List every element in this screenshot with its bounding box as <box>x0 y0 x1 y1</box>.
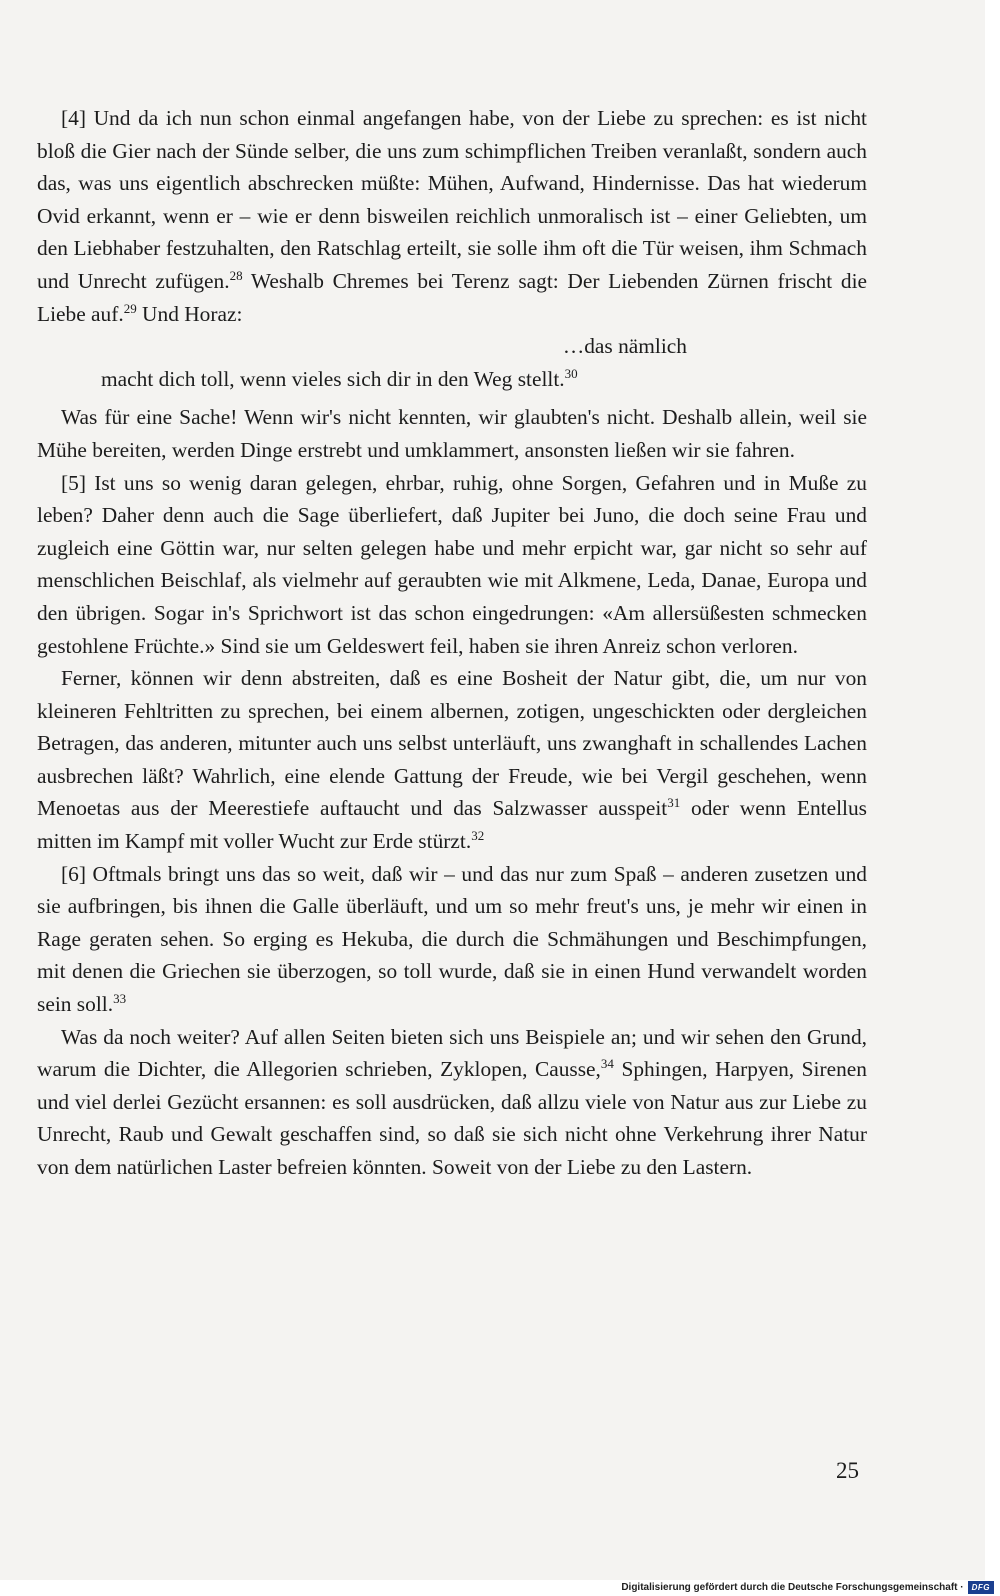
paragraph-text: Ferner, können wir denn abstreiten, daß es eine Bosheit der Natur gibt, die, um nur von kleineren Fehltritten zu sprechen, bei einem albernen, zotigen, ungeschickten oder dergleichen Betragen, das anderen, mitunter auch uns selbst unterläuft, uns zwanghaft in schallendes Lachen ausbrechen läßt? Wahrlich, eine elende Gattung der Freude, wie bei Vergil geschehen, wenn Menoetas aus der Meerestiefe auftaucht und das Salzwasser ausspeit <box>37 666 867 821</box>
verse-text: macht dich toll, wenn vieles sich dir in den Weg stellt. <box>101 366 565 391</box>
paragraph-was-da <box>37 1021 867 1184</box>
footnote-ref-34: 34 <box>600 1056 614 1072</box>
footnote-ref-33: 33 <box>113 991 127 1007</box>
verse-line-2 <box>37 363 867 396</box>
footnote-ref-32: 32 <box>471 828 485 844</box>
page-number: 25 <box>836 1458 859 1483</box>
paragraph-text: Was da noch weiter? Auf allen Seiten bieten sich uns Beispiele an; und wir sehen den Grund, warum die Dichter, die Allegorien schrieben, Zyklopen, Causse, <box>37 1024 867 1082</box>
paragraph-text: [4] Und da ich nun schon einmal angefangen habe, von der Liebe zu sprechen: es ist nicht bloß die Gier nach der Sünde selber, die uns zum schimpflichen Treiben veranlaßt, sondern auch das, was uns eigentlich abschrecken müßte: Mühen, Aufwand, Hindernisse. Das hat wiederum Ovid erkannt, wenn er – wie er denn bisweilen reichlich unmoralisch ist – einer Geliebten, um den Liebhaber festzuhalten, den Ratschlag erteilt, sie solle ihm oft die Tür weisen, ihm Schmach und Unrecht zufügen. <box>37 106 867 293</box>
paragraph-text: [6] Oftmals bringt uns das so weit, daß wir – und das nur zum Spaß – anderen zusetzen und sie aufbringen, bis ihnen die Galle überläuft, und um so mehr freut's uns, je mehr wir einen in Rage geraten sehen. So erging es Hekuba, die durch die Schmähungen und Beschimpfungen, mit denen die Griechen sie überzogen, so toll wurde, daß sie in einen Hund verwandelt worden sein soll. <box>37 861 867 1017</box>
footer-credit <box>621 1581 994 1594</box>
dfg-logo-icon: DFG <box>968 1581 994 1594</box>
paragraph-continuation: Was für eine Sache! Wenn wir's nicht kennten, wir glaubten's nicht. Deshalb allein, weil sie Mühe bereiten, werden Dinge erstrebt und umklammert, ansonsten ließen wir sie fahren. <box>37 405 867 462</box>
footnote-ref-28: 28 <box>229 267 243 283</box>
paragraph-text: oder wenn Entellus mitten im Kampf mit voller Wucht zur Erde stürzt. <box>37 796 867 854</box>
paragraph-ferner <box>37 662 867 858</box>
footnote-ref-30: 30 <box>564 365 578 381</box>
paragraph-5: [5] Ist uns so wenig daran gelegen, ehrbar, ruhig, ohne Sorgen, Gefahren und in Muße zu leben? Daher denn auch die Sage überliefert, daß Jupiter bei Juno, die doch seine Frau und zugleich eine Göttin war, nur selten gelegen habe und mehr erpicht war, gar nicht so sehr auf menschlichen Beischlaf, als vielmehr auf geraubten wie mit Alkmene, Leda, Danae, Europa und den übrigen. Sogar in's Sprichwort ist das schon eingedrungen: «Am allersüßesten schmecken gestohlene Früchte.» Sind sie um Geldeswert feil, haben sie ihren Anreiz schon verloren. <box>37 470 867 658</box>
paragraph-text: Weshalb Chremes bei Terenz sagt: Der Liebenden Zürnen frischt die Liebe auf. <box>37 268 868 326</box>
paragraph-text: Sphingen, Harpyen, Sirenen und viel derlei Gezücht ersannen: es soll ausdrücken, daß allzu viele von Natur aus zur Liebe zu Unrecht, Raub und Gewalt geschaffen sind, so daß sie sich nicht ohne Verkehrung ihrer Natur von dem natürlichen Laster befreien könnten. Soweit von der Liebe zu den Lastern. <box>37 1057 867 1179</box>
paragraph-4 <box>37 102 867 330</box>
paragraph-6 <box>37 858 867 1021</box>
body-text <box>37 102 867 1184</box>
paragraph-text: Und Horaz: <box>136 301 243 326</box>
verse-line-1: …das nämlich <box>562 334 687 359</box>
footer-text: Digitalisierung gefördert durch die Deutsche Forschungsgemeinschaft · <box>621 1582 964 1593</box>
footnote-ref-29: 29 <box>123 300 137 316</box>
footnote-ref-31: 31 <box>667 795 681 811</box>
